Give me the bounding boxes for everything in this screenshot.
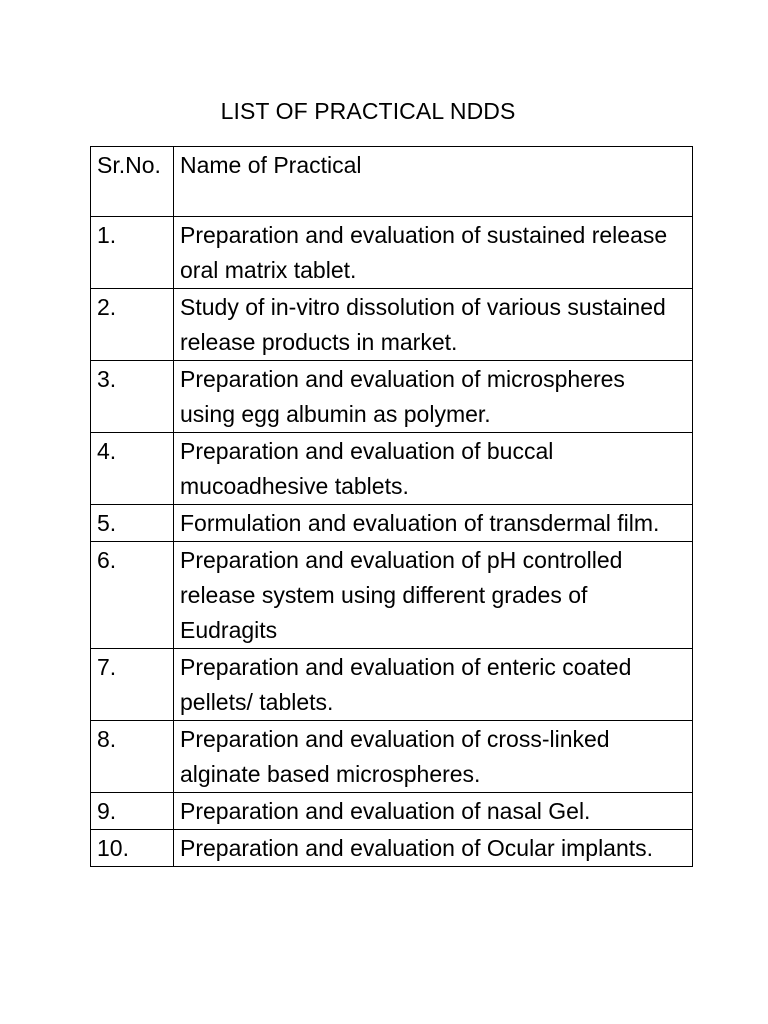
document-title: LIST OF PRACTICAL NDDS [220,98,516,124]
row-srno: 10. [91,830,174,867]
row-practical-name: Preparation and evaluation of buccal mucoadhesive tablets. [174,433,693,505]
row-srno: 7. [91,649,174,721]
row-practical-name: Formulation and evaluation of transdermal film. [174,505,693,542]
row-srno: 4. [91,433,174,505]
table-header-row [91,147,693,217]
table-row [91,649,693,721]
row-srno: 6. [91,542,174,649]
row-practical-name: Preparation and evaluation of nasal Gel. [174,793,693,830]
row-practical-name: Preparation and evaluation of Ocular implants. [174,830,693,867]
table-row [91,830,693,867]
table-row [91,505,693,542]
table-row [91,217,693,289]
row-srno: 8. [91,721,174,793]
row-srno: 5. [91,505,174,542]
table-row [91,289,693,361]
row-srno: 2. [91,289,174,361]
row-practical-name: Preparation and evaluation of cross-linked alginate based microspheres. [174,721,693,793]
row-practical-name: Preparation and evaluation of pH controlled release system using different grades of Eudragits [174,542,693,649]
row-srno: 3. [91,361,174,433]
row-practical-name: Preparation and evaluation of sustained release oral matrix tablet. [174,217,693,289]
row-practical-name: Preparation and evaluation of enteric coated pellets/ tablets. [174,649,693,721]
table-row [91,542,693,649]
row-practical-name: Study of in-vitro dissolution of various sustained release products in market. [174,289,693,361]
table-row [91,793,693,830]
table-row [91,721,693,793]
practical-list-table [90,146,693,867]
header-srno: Sr.No. [91,147,174,217]
table-row [91,361,693,433]
row-srno: 9. [91,793,174,830]
row-srno: 1. [91,217,174,289]
table-row [91,433,693,505]
row-practical-name: Preparation and evaluation of microspheres using egg albumin as polymer. [174,361,693,433]
header-practical-name: Name of Practical [174,147,693,217]
